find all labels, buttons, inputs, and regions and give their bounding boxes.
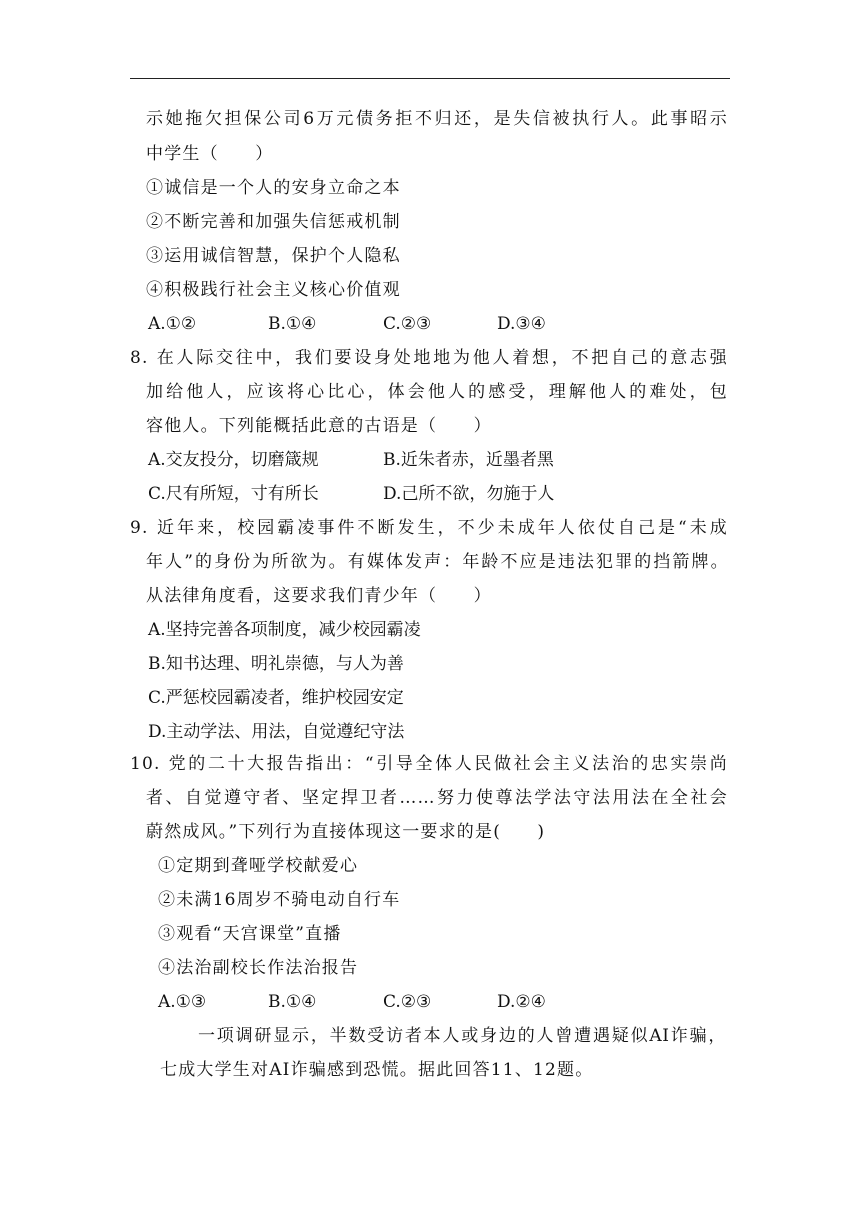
- q10-item-2: ②未满16周岁不骑电动自行车: [158, 890, 401, 910]
- q9-stem-line-1: 9. 近年来，校园霸凌事件不断发生，不少未成年人依仗自己是“未成: [130, 518, 728, 538]
- q7-option-b[interactable]: B.①④: [268, 314, 317, 334]
- q10-option-d[interactable]: D.②④: [497, 992, 546, 1012]
- q7-option-c[interactable]: C.②③: [383, 314, 432, 334]
- q7-item-2: ②不断完善和加强失信惩戒机制: [146, 212, 401, 232]
- q7-stem-line-1: 示她拖欠担保公司6万元债务拒不归还，是失信被执行人。此事昭示: [146, 109, 728, 129]
- q7-option-d[interactable]: D.③④: [497, 314, 546, 334]
- q10-item-4: ④法治副校长作法治报告: [158, 958, 359, 978]
- material-line-2: 七成大学生对AI诈骗感到恐慌。据此回答11、12题。: [160, 1060, 594, 1080]
- q8-stem-line-2: 加给他人，应该将心比心，体会他人的感受，理解他人的难处，包: [146, 382, 728, 402]
- q8-option-b[interactable]: B.近朱者赤，近墨者黑: [383, 450, 554, 470]
- q8-stem-line-3: 容他人。下列能概括此意的古语是（ ）: [146, 416, 492, 436]
- q9-stem-line-3: 从法律角度看，这要求我们青少年（ ）: [146, 586, 492, 606]
- header-rule: [130, 78, 730, 79]
- q8-option-a[interactable]: A.交友投分，切磨箴规: [148, 450, 319, 470]
- q7-item-4: ④积极践行社会主义核心价值观: [146, 280, 401, 300]
- q10-item-3: ③观看“天宫课堂”直播: [158, 924, 342, 944]
- q10-option-c[interactable]: C.②③: [383, 992, 432, 1012]
- material-line-1: 一项调研显示，半数受访者本人或身边的人曾遭遇疑似AI诈骗，: [198, 1026, 726, 1046]
- q10-stem-line-3: 蔚然成风。”下列行为直接体现这一要求的是( ): [146, 822, 546, 842]
- q8-option-c[interactable]: C.尺有所短，寸有所长: [148, 484, 319, 504]
- q8-option-d[interactable]: D.己所不欲，勿施于人: [383, 484, 555, 504]
- q9-option-a[interactable]: A.坚持完善各项制度，减少校园霸凌: [148, 620, 421, 640]
- q10-stem-line-2: 者、自觉遵守者、坚定捍卫者……努力使尊法学法守法用法在全社会: [146, 788, 728, 808]
- q7-stem-line-2: 中学生（ ）: [146, 144, 274, 164]
- q9-option-c[interactable]: C.严惩校园霸凌者，维护校园安定: [148, 688, 404, 708]
- q9-stem-line-2: 年人”的身份为所欲为。有媒体发声：年龄不应是违法犯罪的挡箭牌。: [146, 552, 728, 572]
- q10-option-a[interactable]: A.①③: [158, 992, 207, 1012]
- q9-option-b[interactable]: B.知书达理、明礼崇德，与人为善: [148, 654, 404, 674]
- q8-stem-line-1: 8. 在人际交往中，我们要设身处地地为他人着想，不把自己的意志强: [130, 348, 728, 368]
- q7-item-3: ③运用诚信智慧，保护个人隐私: [146, 246, 401, 266]
- q7-item-1: ①诚信是一个人的安身立命之本: [146, 178, 401, 198]
- q10-item-1: ①定期到聋哑学校献爱心: [158, 856, 359, 876]
- q9-option-d[interactable]: D.主动学法、用法，自觉遵纪守法: [148, 722, 405, 742]
- q10-stem-line-1: 10. 党的二十大报告指出：“引导全体人民做社会主义法治的忠实崇尚: [130, 754, 728, 774]
- q10-option-b[interactable]: B.①④: [268, 992, 317, 1012]
- q7-option-a[interactable]: A.①②: [148, 314, 197, 334]
